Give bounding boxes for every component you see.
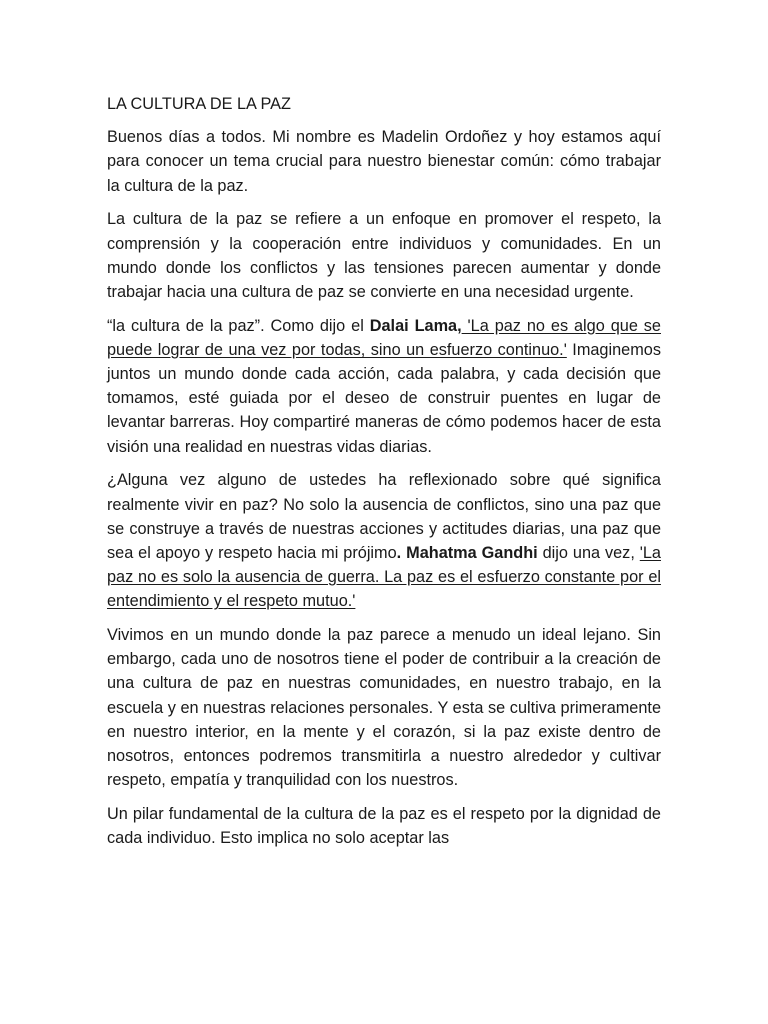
punctuation-dot: . [396,543,402,562]
quote-text: 'La paz no es solo la ausencia de guerra. La paz es el esfuerzo constante por el entendimiento y el respeto mutuo.' [107,543,661,611]
punctuation-comma: , [457,316,462,335]
paragraph-text: “la cultura de la paz”. Como dijo el [107,316,370,335]
paragraph-text: dijo una vez, [537,543,640,562]
paragraph-definition: La cultura de la paz se refiere a un enfoque en promover el respeto, la comprensión y la cooperación entre individuos y comunidades. En un mundo donde los conflictos y las tensiones parecen aumentar y donde trabajar hacia una cultura de paz se convierte en una necesidad urgente. [107,210,661,301]
quote-text: 'La paz no es algo que se puede lograr de una vez por todas, sino un esfuerzo continuo.' [107,316,661,359]
author-name: Dalai Lama [369,316,458,335]
paragraph-dignity: Un pilar fundamental de la cultura de la paz es el respeto por la dignidad de cada individuo. Esto implica no solo aceptar las [107,804,661,848]
paragraph-text: Imaginemos juntos un mundo donde cada acción, cada palabra, y cada decisión que tomamos, esté guiada por el deseo de construir puentes en lugar de levantar barreras. Hoy compartiré maneras de cómo podemos hacer de esta visión una realidad en nuestras vidas diarias. [107,340,661,456]
paragraph-gandhi [107,468,661,613]
document-page [107,92,661,860]
paragraph-intro: Buenos días a todos. Mi nombre es Madelin Ordoñez y hoy estamos aquí para conocer un tema crucial para nuestro bienestar común: cómo trabajar la cultura de la paz. [107,128,661,195]
paragraph-world: Vivimos en un mundo donde la paz parece a menudo un ideal lejano. Sin embargo, cada uno de nosotros tiene el poder de contribuir a la creación de una cultura de paz en nuestras comunidades, en nuestro trabajo, en la escuela y en nuestras relaciones personales. Y esta se cultiva primeramente en nuestro interior, en la mente y el corazón, si la paz existe dentro de nosotros, entonces podremos transmitirla a nuestro alrededor y cultivar respeto, empatía y tranquilidad con los nuestros. [107,626,661,790]
author-name: Mahatma Gandhi [401,543,538,562]
paragraph-dalai-lama [107,314,661,459]
document-title: LA CULTURA DE LA PAZ [107,95,291,113]
paragraph-text: ¿Alguna vez alguno de ustedes ha reflexionado sobre qué significa realmente vivir en paz? No solo la ausencia de conflictos, sino una paz que se construye a través de nuestras acciones y actitudes diarias, una paz que sea el apoyo y respeto hacia mi prójimo [107,471,661,562]
